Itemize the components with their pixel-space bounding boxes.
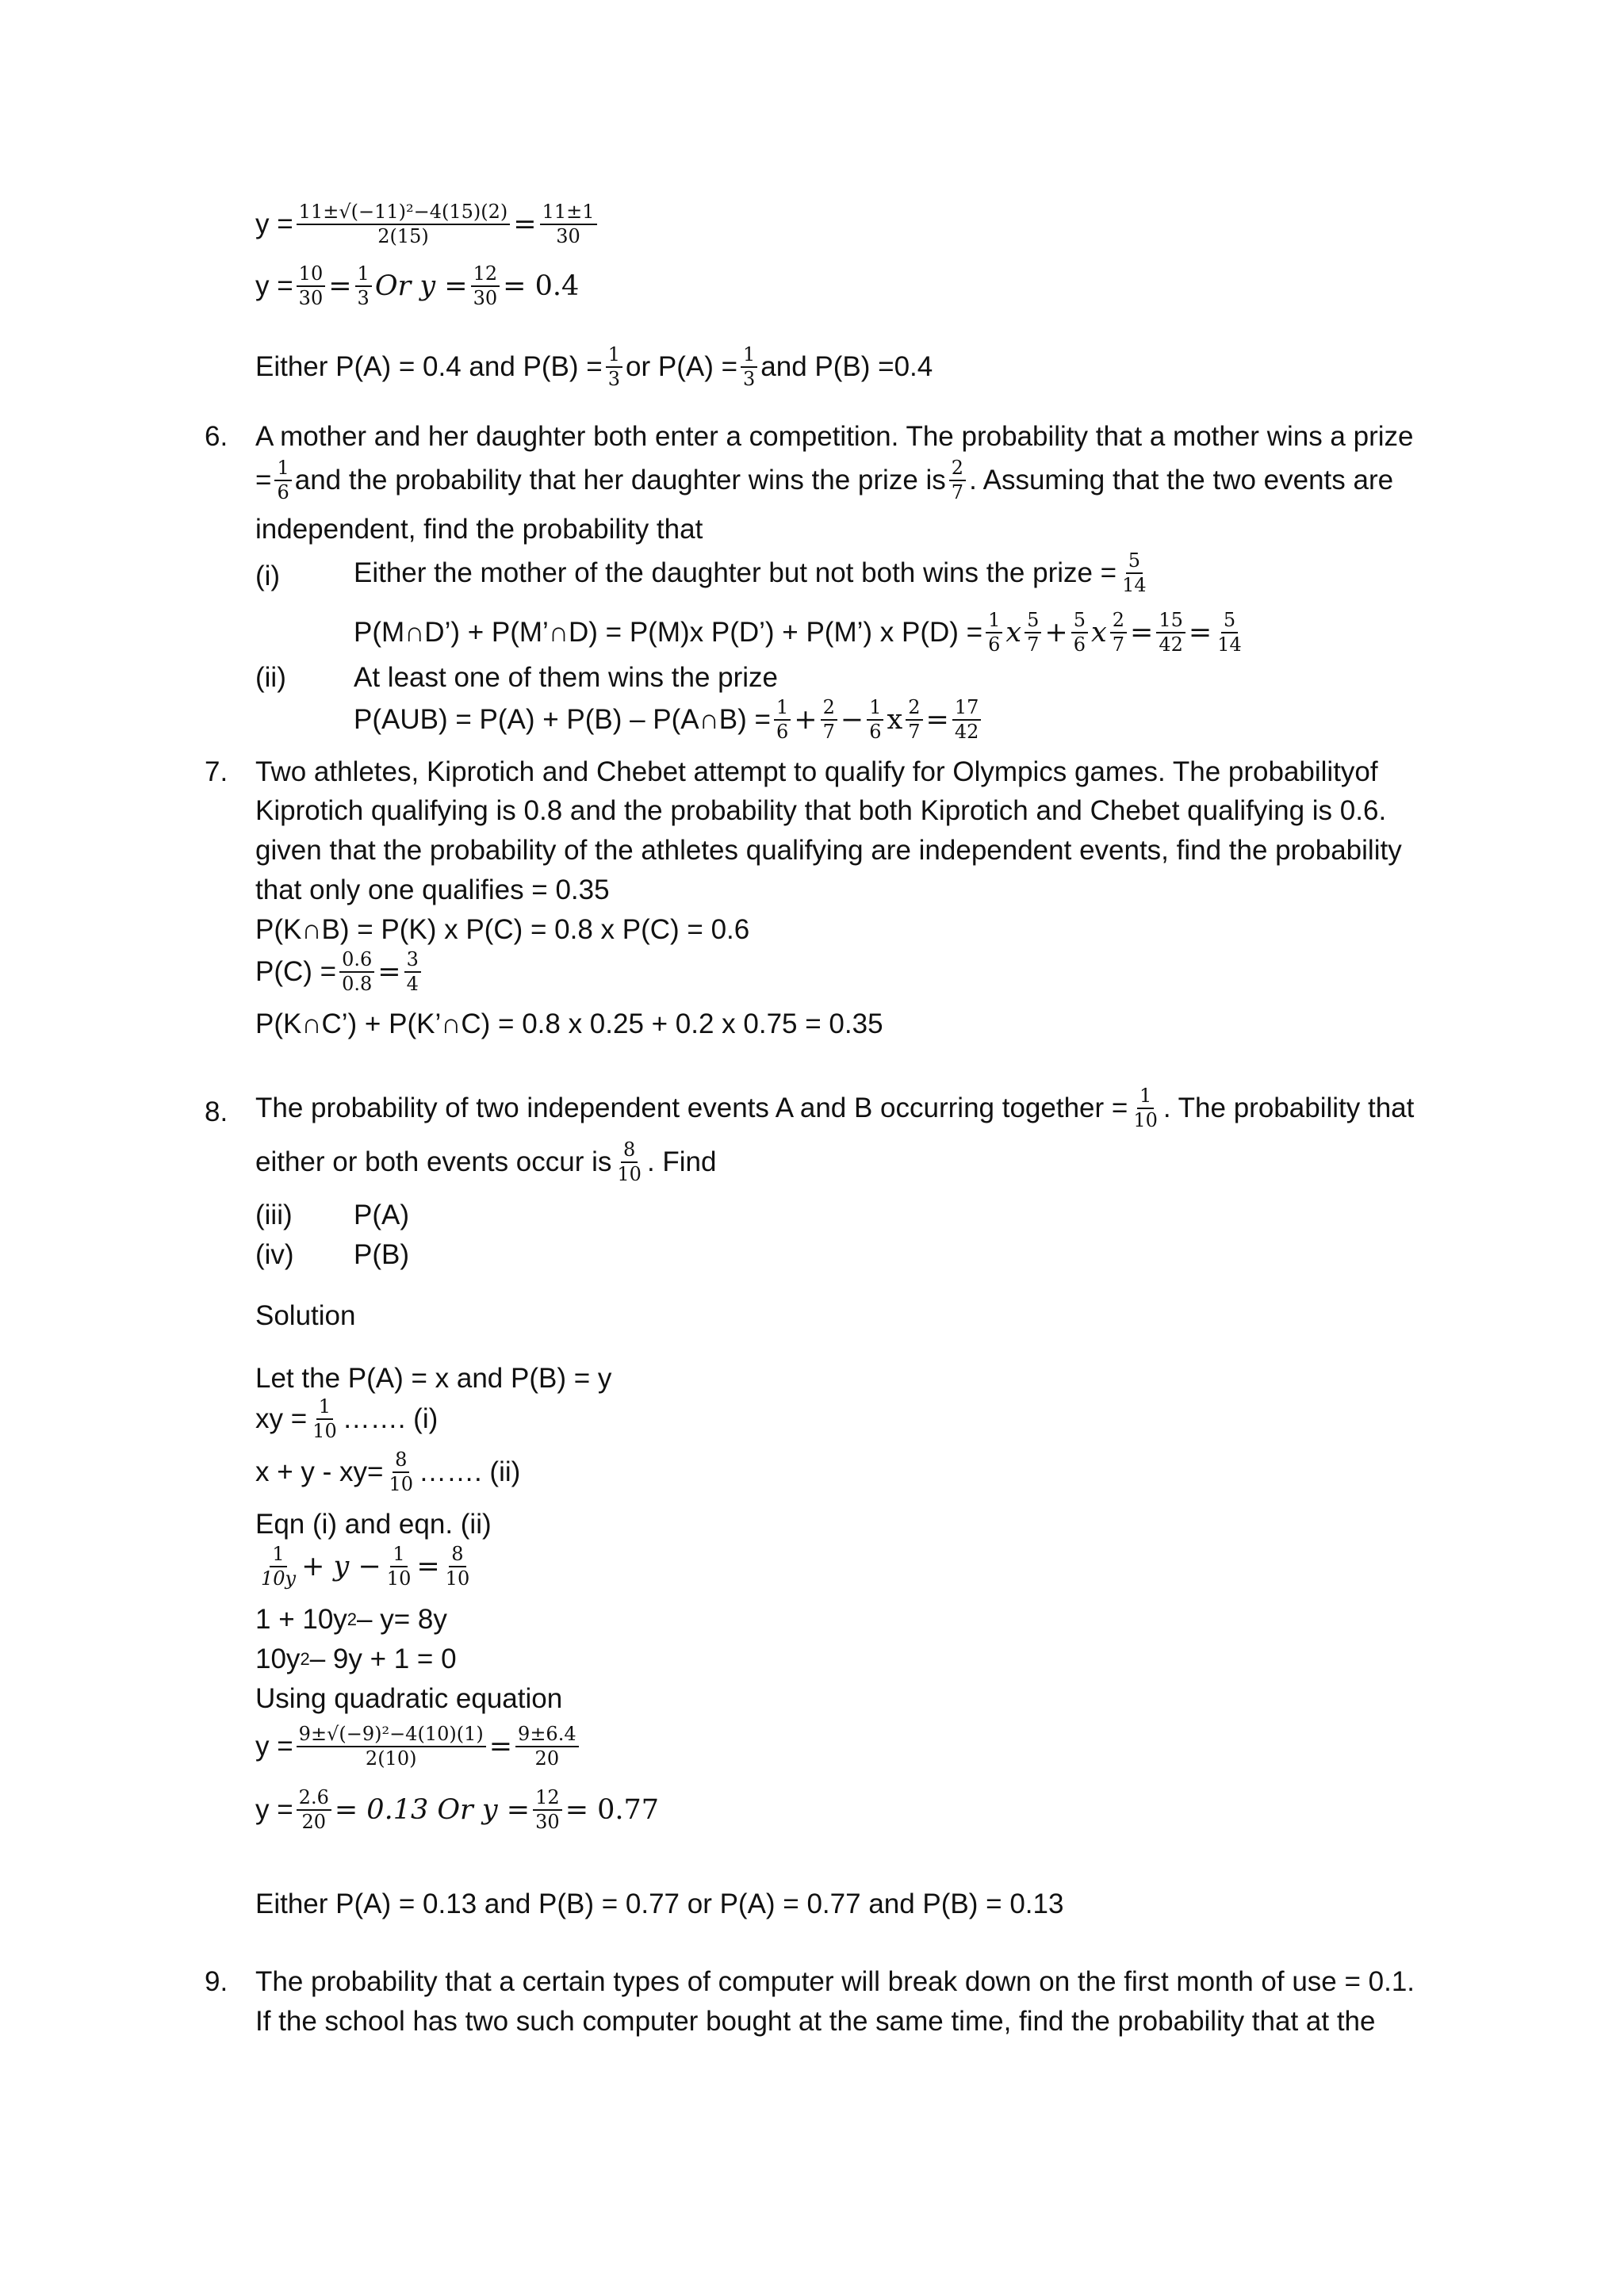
fraction: $\frac{2}{7}$ xyxy=(949,458,966,503)
question-text: = $\frac{1}{6}$ and the probability that her daughter wins the prize is $\frac{2}{7}$ . Assuming that the two events are xyxy=(255,457,1394,504)
working-line: P(C) = $\frac{0.6}{0.8}$ = $\frac{3}{4}$ xyxy=(255,950,424,994)
quadratic-solution-line: y = $\frac{\text{9±√(−9)²−4(10)(1)}}{2(10)}$ = $\frac{9\pm 6.4}{20}$ xyxy=(255,1724,582,1769)
question-number: 7. xyxy=(205,756,228,787)
equation-line: $\frac{1}{10y}$ + y − $\frac{1}{10}$ = $\frac{8}{10}$ xyxy=(255,1544,475,1589)
question-number: 6. xyxy=(205,421,228,452)
fraction: $\frac{5}{14}$ xyxy=(1217,609,1242,656)
fraction: $\frac{2}{7}$ xyxy=(906,698,922,742)
sub-label: (iii) xyxy=(255,1200,293,1230)
working-line: Let the P(A) = x and P(B) = y xyxy=(255,1363,612,1394)
root-values-line: y = $\frac{2.6}{20}$ = 0.13 Or y = $\frac{12}{30}$ = 0.77 xyxy=(255,1786,660,1834)
fraction: $\frac{8}{10}$ xyxy=(445,1543,470,1590)
working-line: P(AUB) = P(A) + P(B) – P(A∩B) = $\frac{1}{6}$ + $\frac{2}{7}$ − $\frac{1}{6}$ x $\frac{2}{7}$ = $\frac{17}{42}$ xyxy=(354,698,984,742)
sub-label: (ii) xyxy=(255,662,286,693)
question-text: that only one qualifies = 0.35 xyxy=(255,874,610,905)
question-number: 8. xyxy=(205,1096,228,1127)
fraction: $\frac{1}{10}$ xyxy=(1133,1085,1158,1132)
question-text: A mother and her daughter both enter a competition. The probability that a mother wins a prize xyxy=(255,421,1414,452)
y-label: y = xyxy=(255,209,293,240)
equation-line: 1 + 10y 2 – y= 8y xyxy=(255,1604,447,1635)
question-text: either or both events occur is $\frac{8}{10}$ . Find xyxy=(255,1138,717,1186)
fraction: $\frac{1}{6}$ xyxy=(274,458,291,503)
question-text: If the school has two such computer bought at the same time, find the probability that at the xyxy=(255,2006,1376,2037)
sub-question: P(B) xyxy=(354,1239,409,1270)
question-text: The probability of two independent events A and B occurring together = $\frac{1}{10}$ . The probability that xyxy=(255,1085,1415,1132)
working-line: Using quadratic equation xyxy=(255,1683,563,1714)
fraction: $\frac{1}{3}$ xyxy=(741,345,757,389)
fraction: $\frac{1}{3}$ xyxy=(355,264,372,308)
fraction: $\frac{5}{14}$ xyxy=(1122,549,1147,597)
fraction: $\frac{11\pm 1}{30}$ xyxy=(540,202,597,247)
equation-line: 10y 2 – 9y + 1 = 0 xyxy=(255,1644,457,1674)
working-line: P(K∩B) = P(K) x P(C) = 0.8 x P(C) = 0.6 xyxy=(255,914,750,945)
fraction: $\frac{5}{7}$ xyxy=(1025,610,1041,655)
fraction: $\frac{3}{4}$ xyxy=(404,950,421,994)
fraction: $\frac{\text{11±√(−11)²−4(15)(2)}}{2(15)}$ xyxy=(297,202,511,247)
fraction: $\frac{12}{30}$ xyxy=(471,264,500,308)
working-line: P(M∩D’) + P(M’∩D) = P(M)x P(D’) + P(M’) x P(D) = $\frac{1}{6}$ x $\frac{5}{7}$ + $\frac{5}{6}$ x $\frac{2}{7}$ = $\frac{15}{42}$ = $\frac{5}{14}$ xyxy=(354,610,1247,655)
question-text: given that the probability of the athletes qualifying are independent events, find the probability xyxy=(255,835,1402,866)
question-text: Kiprotich qualifying is 0.8 and the probability that both Kiprotich and Chebet qualifying is 0.6. xyxy=(255,795,1387,826)
fraction: $\frac{1}{10}$ xyxy=(312,1395,337,1443)
question-number: 9. xyxy=(205,1966,228,1997)
fraction: $\frac{1}{6}$ xyxy=(867,698,883,742)
sub-question: Either the mother of the daughter but not both wins the prize = $\frac{5}{14}$ xyxy=(354,551,1152,595)
solution-heading: Solution xyxy=(255,1300,356,1331)
fraction: $\frac{2}{7}$ xyxy=(1110,610,1127,655)
fraction: $\frac{12}{30}$ xyxy=(533,1788,562,1832)
fraction: $\frac{1}{6}$ xyxy=(986,610,1002,655)
sub-label: (iv) xyxy=(255,1239,294,1270)
fraction: $\frac{15}{42}$ xyxy=(1156,610,1185,655)
sub-question: At least one of them wins the prize xyxy=(354,662,778,693)
fraction: $\frac{10}{30}$ xyxy=(297,264,326,308)
fraction: $\frac{8}{10}$ xyxy=(389,1448,413,1496)
either-line: Either P(A) = 0.4 and P(B) = $\frac{1}{3}$ or P(A) = $\frac{1}{3}$ and P(B) =0.4 xyxy=(255,343,933,391)
fraction: $\frac{0.6}{0.8}$ xyxy=(339,950,374,994)
question-text: The probability that a certain types of computer will break down on the first month of use = 0.1. xyxy=(255,1966,1415,1997)
fraction: $\frac{5}{6}$ xyxy=(1071,610,1088,655)
fraction: $\frac{17}{42}$ xyxy=(952,698,982,742)
fraction: $\frac{9\pm 6.4}{20}$ xyxy=(515,1724,579,1769)
quadratic-solution-line: y = $\frac{\text{11±√(−11)²−4(15)(2)}}{2(15)}$ = $\frac{11\pm 1}{30}$ xyxy=(255,202,600,247)
fraction: $\frac{1}{6}$ xyxy=(774,698,791,742)
working-line: Eqn (i) and eqn. (ii) xyxy=(255,1509,492,1540)
question-text: Two athletes, Kiprotich and Chebet attempt to qualify for Olympics games. The probabilityof xyxy=(255,756,1378,787)
working-line: P(K∩C’) + P(K’∩C) = 0.8 x 0.25 + 0.2 x 0.75 = 0.35 xyxy=(255,1008,883,1039)
question-text: independent, find the probability that xyxy=(255,514,703,545)
equation-line: x + y - xy= $\frac{8}{10}$ ……. (ii) xyxy=(255,1448,521,1496)
sub-question: P(A) xyxy=(354,1200,409,1230)
fraction: $\frac{1}{3}$ xyxy=(606,345,622,389)
fraction: $\frac{1}{10y}$ xyxy=(261,1543,297,1590)
fraction: $\frac{8}{10}$ xyxy=(617,1138,642,1186)
sub-label: (i) xyxy=(255,561,281,591)
fraction: $\frac{1}{10}$ xyxy=(386,1543,412,1590)
fraction: $\frac{2}{7}$ xyxy=(821,698,837,742)
equation-line: xy = $\frac{1}{10}$ ……. (i) xyxy=(255,1395,439,1443)
fraction: $\frac{2.6}{20}$ xyxy=(297,1788,331,1832)
root-values-line: y = $\frac{10}{30}$ = $\frac{1}{3}$ Or y = $\frac{12}{30}$ = 0.4 xyxy=(255,262,580,310)
fraction: $\frac{\text{9±√(−9)²−4(10)(1)}}{2(10)}$ xyxy=(297,1724,486,1769)
either-line: Either P(A) = 0.13 and P(B) = 0.77 or P(A) = 0.77 and P(B) = 0.13 xyxy=(255,1888,1064,1919)
